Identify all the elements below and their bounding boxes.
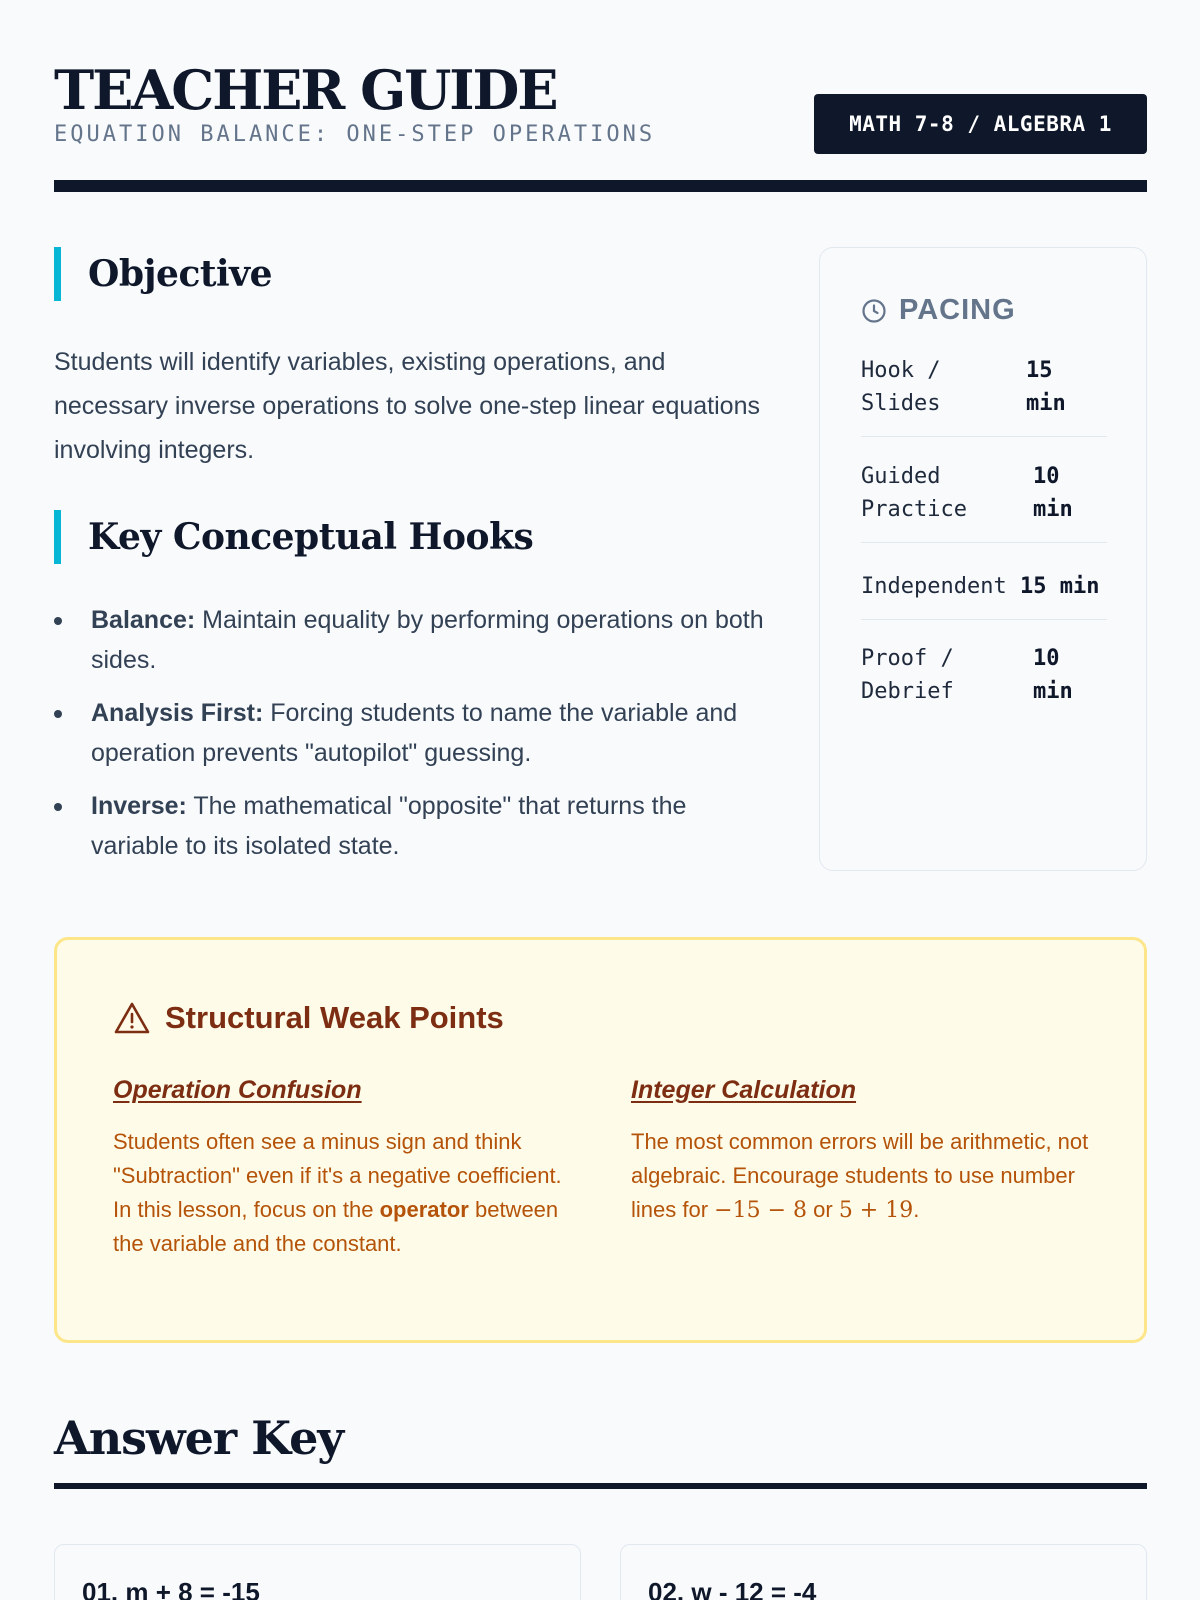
pacing-value: 10 min xyxy=(1033,646,1073,704)
objective-heading: Objective xyxy=(88,253,273,295)
math-expression: −15 − 8 xyxy=(714,1198,808,1223)
pacing-heading xyxy=(861,294,1016,327)
answer-card-label: 02. w - 12 = -4 xyxy=(648,1577,817,1600)
objective-heading-block xyxy=(54,247,272,301)
hook-text: Forcing students to name the variable and operation prevents "autopilot" guessing. xyxy=(91,699,738,767)
hook-term: Inverse: xyxy=(91,792,187,820)
pacing-label: Proof / Debrief xyxy=(861,646,954,704)
pacing-row xyxy=(861,354,1107,437)
hooks-list xyxy=(54,600,769,879)
header xyxy=(54,58,1147,192)
math-expression: 5 + 19 xyxy=(838,1198,914,1223)
list-item xyxy=(54,786,769,866)
teacher-guide-page xyxy=(54,0,1147,1600)
page-title: TEACHER GUIDE xyxy=(54,58,557,122)
text-fragment: Students often see a minus sign and think "Subtraction" even if it's a negative coefficient. In this lesson, focus on the xyxy=(113,1129,562,1222)
weak-point-text xyxy=(631,1125,1091,1228)
pacing-heading-label: PACING xyxy=(899,294,1016,326)
hook-term: Analysis First: xyxy=(91,699,264,727)
answer-key-rule xyxy=(54,1483,1147,1489)
page-subtitle: EQUATION BALANCE: ONE-STEP OPERATIONS xyxy=(54,122,656,147)
pacing-label: Guided Practice xyxy=(861,464,967,522)
pacing-row xyxy=(861,642,1107,708)
emphasis: operator xyxy=(379,1197,469,1222)
hook-term: Balance: xyxy=(91,606,196,634)
weak-point-text xyxy=(113,1125,573,1261)
weak-point-operation-confusion xyxy=(113,1073,573,1261)
clock-icon xyxy=(861,298,887,324)
pacing-value: 15 min xyxy=(1020,574,1100,599)
pacing-label: Independent xyxy=(861,574,1007,599)
text-fragment: between the variable and the constant. xyxy=(113,1197,559,1256)
hooks-heading-block xyxy=(54,510,533,564)
weak-points-panel xyxy=(54,937,1147,1343)
pacing-value: 15 min xyxy=(1026,358,1066,416)
grade-badge: MATH 7-8 / ALGEBRA 1 xyxy=(814,94,1147,154)
pacing-row xyxy=(861,570,1107,620)
answer-key-heading: Answer Key xyxy=(54,1411,344,1465)
pacing-value: 10 min xyxy=(1033,464,1073,522)
pacing-label: Hook / Slides xyxy=(861,358,941,416)
weak-point-title: Integer Calculation xyxy=(631,1076,857,1104)
pacing-card xyxy=(819,247,1147,871)
text-fragment: . xyxy=(913,1197,920,1222)
hook-text: The mathematical "opposite" that returns the variable to its isolated state. xyxy=(91,792,687,860)
list-item xyxy=(54,693,769,773)
accent-bar xyxy=(54,510,61,564)
weak-point-title: Operation Confusion xyxy=(113,1076,362,1104)
answer-card-label: 01. m + 8 = -15 xyxy=(82,1577,260,1600)
weak-points-heading-label: Structural Weak Points xyxy=(165,1000,504,1035)
weak-point-integer-calculation xyxy=(631,1073,1091,1228)
pacing-row xyxy=(861,460,1107,543)
text-fragment: The most common errors will be arithmetic, not algebraic. Encourage students to use number lines for xyxy=(631,1129,1089,1222)
objective-text: Students will identify variables, existing operations, and necessary inverse operations to solve one-step linear equations involving integers. xyxy=(54,348,760,464)
hooks-heading: Key Conceptual Hooks xyxy=(88,516,534,558)
text-fragment: or xyxy=(807,1197,839,1222)
header-rule xyxy=(54,180,1147,192)
list-item xyxy=(54,600,769,680)
answer-card xyxy=(54,1544,581,1600)
weak-points-heading xyxy=(113,1000,504,1036)
warning-triangle-icon xyxy=(113,1001,151,1035)
answer-card xyxy=(620,1544,1147,1600)
hook-text: Maintain equality by performing operations on both sides. xyxy=(91,606,764,674)
accent-bar xyxy=(54,247,61,301)
